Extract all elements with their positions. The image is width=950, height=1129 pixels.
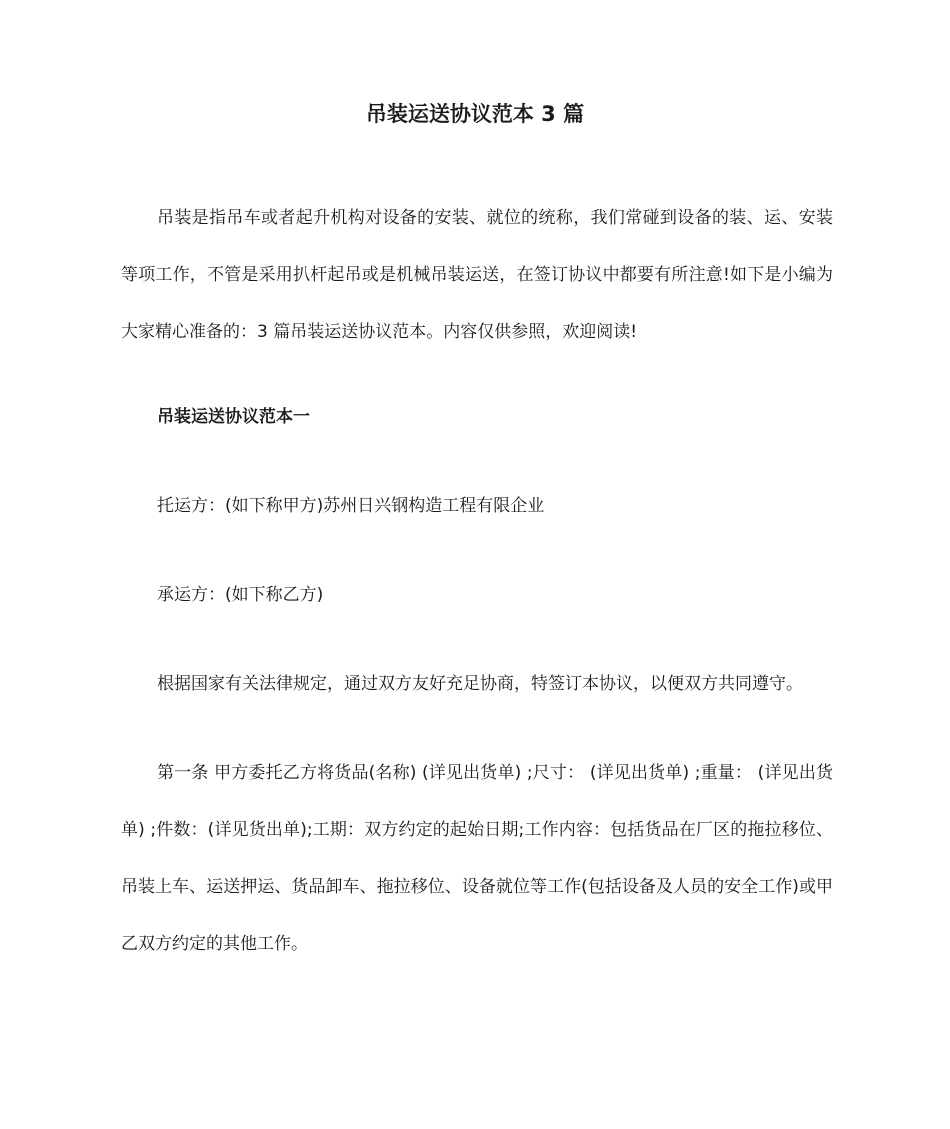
carrier-paragraph: 承运方：(如下称乙方) (157, 585, 324, 605)
consignor-paragraph: 托运方：(如下称甲方)苏州日兴钢构造工程有限企业 (157, 496, 545, 516)
document-title: 吊装运送协议范本 3 篇 (365, 102, 585, 126)
agreement-basis-paragraph: 根据国家有关法律规定，通过双方友好充足协商，特签订本协议，以便双方共同遵守。 (157, 674, 803, 694)
article-one-paragraph: 第一条 甲方委托乙方将货品(名称) (详见出货单) ;尺寸： (详见出货单) ;重量： (详见出货单) ;件数：(详见货出单);工期：双方约定的起始日期;工作内容：包括货品在厂区的拖拉移位、吊装上车、运送押运、货品卸车、拖拉移位、设备就位等工作(包括设备及人员的安全工作)或甲乙双方约定的其他工作。 (121, 763, 833, 954)
section-heading: 吊装运送协议范本一 (157, 407, 310, 427)
intro-paragraph: 吊装是指吊车或者起升机构对设备的安装、就位的统称，我们常碰到设备的装、运、安装等项工作，不管是采用扒杆起吊或是机械吊装运送，在签订协议中都要有所注意!如下是小编为大家精心准备的：3 篇吊装运送协议范本。内容仅供参照，欢迎阅读! (121, 208, 833, 342)
